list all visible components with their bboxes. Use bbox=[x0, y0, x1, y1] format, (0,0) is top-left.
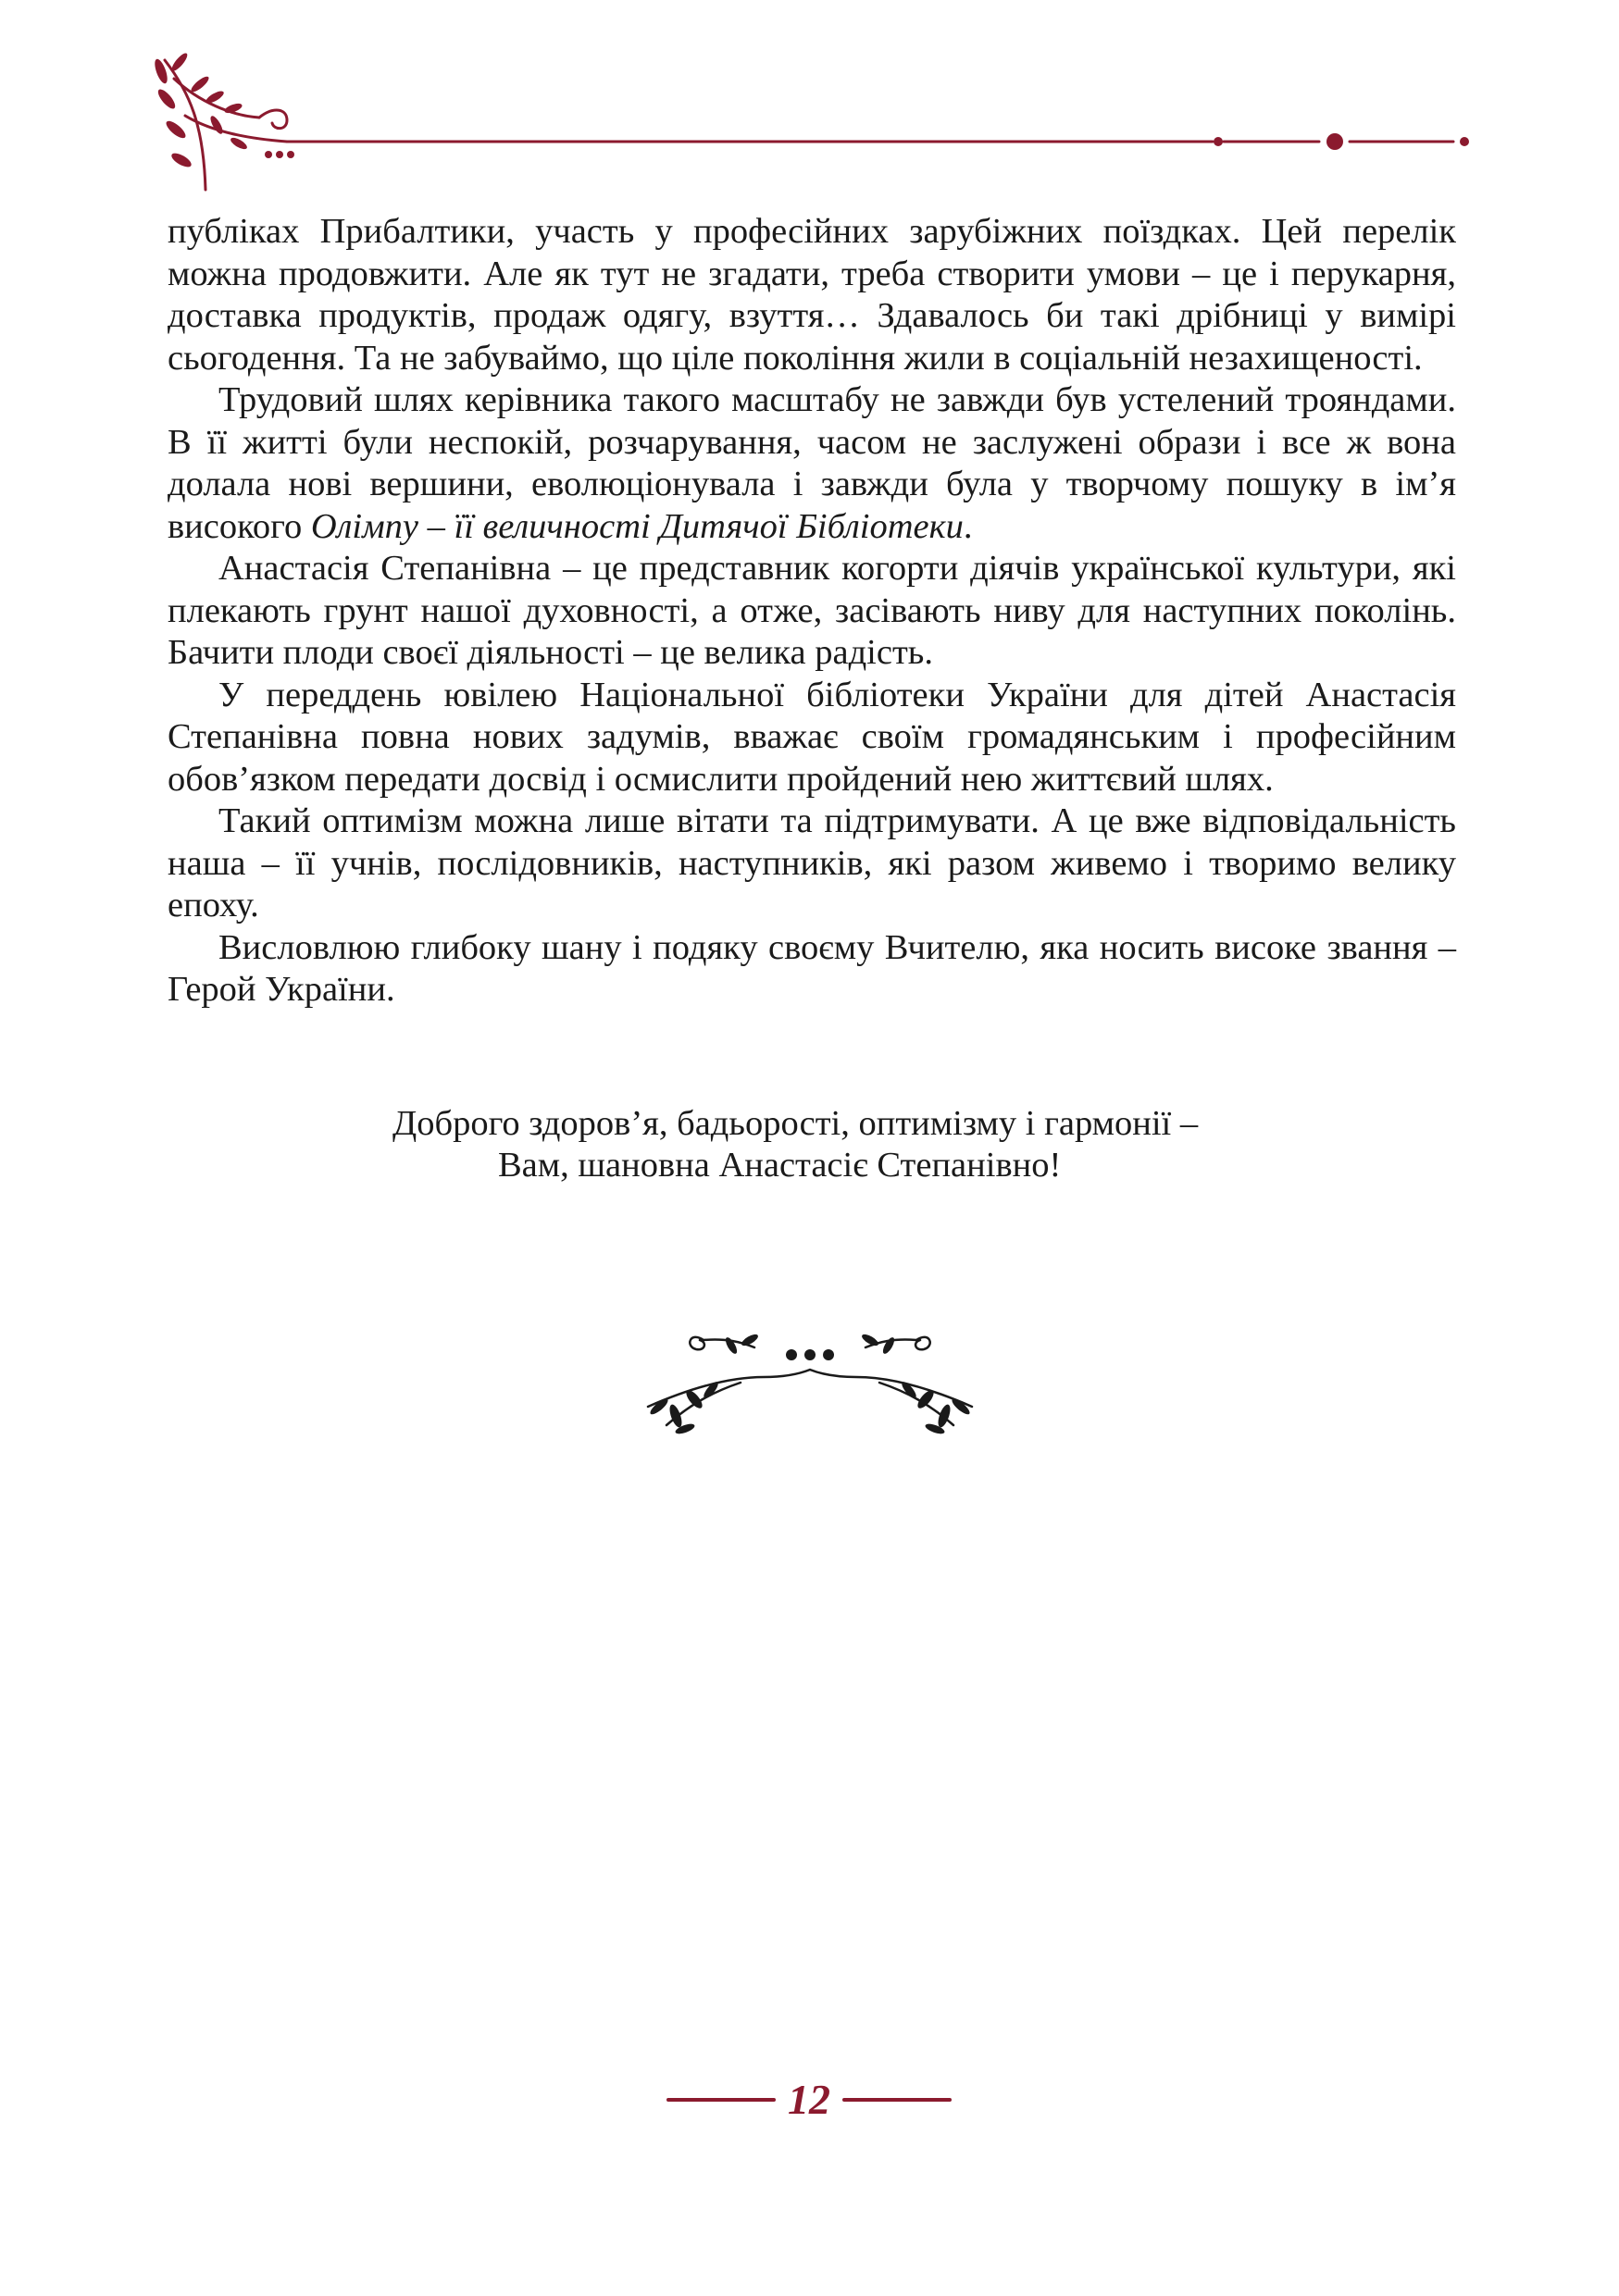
paragraph-1: публіках Прибалтики, участь у професійних зарубіжних поїздках. Цей перелік можна продовжити. Але як тут не згадати, треба створити умови – це і перукарня, доставка продуктів, продаж одягу, взуття… Здавалось би такі дрібниці у вимірі сьогодення. Та не забуваймо, що ціле покоління жили в соціальній незахищеності. bbox=[168, 212, 1456, 378]
body-text bbox=[168, 211, 1456, 1011]
paragraph-2 bbox=[168, 379, 1456, 548]
paragraph-6: Висловлюю глибоку шану і подяку своєму Вчителю, яка носить високе звання – Герой України. bbox=[168, 927, 1456, 1009]
laurel-divider-icon bbox=[639, 1314, 981, 1444]
page-number: 12 bbox=[788, 2076, 830, 2123]
closing-line-2: Вам, шановна Анастасіє Степанівно! bbox=[498, 1146, 1062, 1185]
closing-line-1: Доброго здоров’я, бадьорості, оптимізму і гармонії – bbox=[392, 1104, 1199, 1143]
page-footer bbox=[666, 2073, 953, 2128]
paragraph-3: Анастасія Степанівна – це представник когорти діячів української культури, які плекають грунт нашої духовності, а отже, засівають ниву для наступних поколінь. Бачити плоди своєї діяльності – це велика радість. bbox=[168, 549, 1456, 672]
paragraph-4: У переддень ювілею Національної бібліотеки України для дітей Анастасія Степанівна повна нових задумів, вважає своїм громадянським і професійним обов’язком передати досвід і осмислити пройдений нею життєвий шлях. bbox=[168, 675, 1456, 799]
floral-branch-rule-icon bbox=[148, 51, 1481, 199]
paragraph-2-text: Трудовий шлях керівника такого масштабу не завжди був устелений трояндами. В її житті були неспокій, розчарування, часом не заслужені образи і все ж вона долала нові вершини, еволюціонувала і завжди була у творчому пошуку в ім’я високого bbox=[168, 380, 1456, 546]
paragraph-5: Такий оптимізм можна лише вітати та підтримувати. А це вже відповідальність наша – її учнів, послідовників, наступників, які разом живемо і творимо велику епоху. bbox=[168, 801, 1456, 925]
footer-rule-right bbox=[842, 2098, 952, 2102]
paragraph-2-end: . bbox=[963, 506, 973, 546]
paragraph-2-italic: Олімпу – її величності Дитячої Бібліотеки bbox=[310, 506, 964, 546]
footer-rule-left bbox=[666, 2098, 776, 2102]
